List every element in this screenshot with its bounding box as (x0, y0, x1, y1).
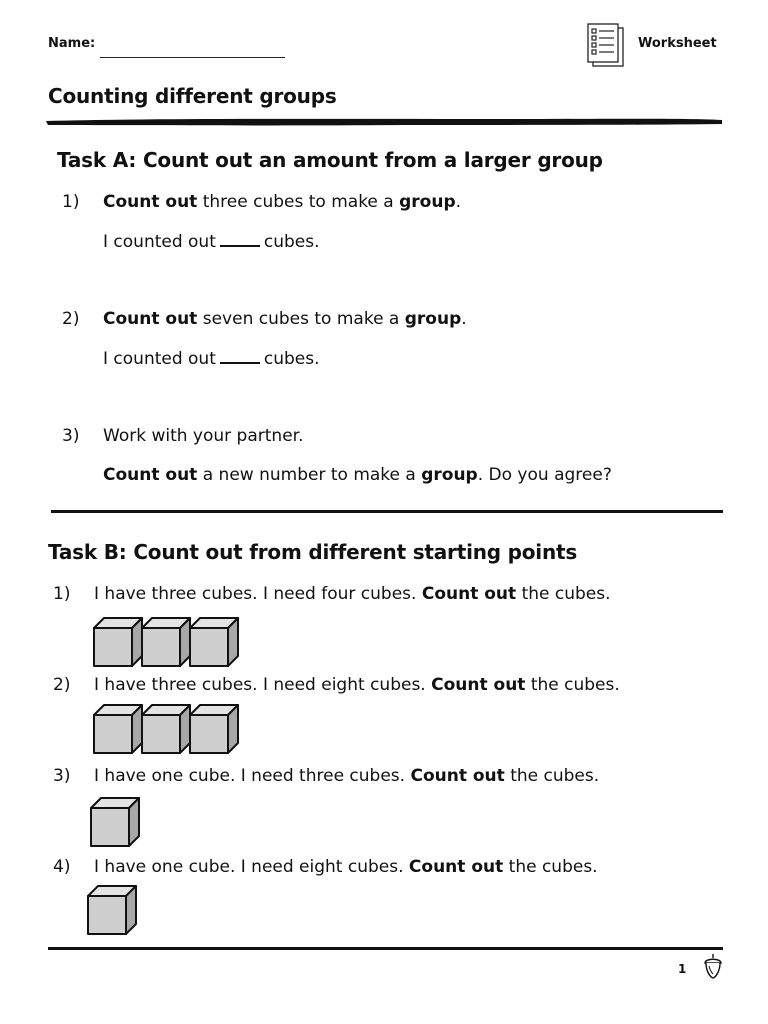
task-b-item-1-prompt (94, 584, 611, 604)
task-a-title: Task A: Count out an amount from a larger group (57, 148, 603, 172)
answer-prefix: I counted out (103, 232, 216, 252)
cube (88, 886, 136, 934)
prompt-text: I have three cubes. I need four cubes. (94, 584, 422, 604)
task-b-item-2-prompt (94, 675, 620, 695)
prompt-text: the cubes. (504, 766, 600, 786)
prompt-text: the cubes. (516, 584, 611, 604)
answer-suffix: cubes. (263, 232, 320, 252)
task-a-item-2-answer (103, 348, 320, 369)
prompt-text: three cubes to make a (197, 192, 400, 212)
task-b-item-3-prompt (94, 766, 599, 786)
task-b-item-1-cubes (92, 616, 252, 670)
cube (94, 705, 142, 753)
task-a-item-1-answer (103, 231, 320, 252)
cube (91, 798, 139, 846)
cube (94, 618, 142, 666)
task-b-title: Task B: Count out from different starting points (48, 540, 578, 564)
keyword: group (404, 309, 462, 329)
worksheet-icon (585, 22, 629, 68)
prompt-text: the cubes. (503, 857, 598, 877)
acorn-icon (701, 951, 725, 981)
task-b-item-3-number: 3) (53, 766, 71, 786)
page-number: 1 (678, 962, 687, 976)
prompt-text: seven cubes to make a (197, 309, 405, 329)
keyword: Count out (103, 309, 198, 329)
prompt-text: . (461, 309, 467, 329)
name-field-line[interactable] (100, 57, 285, 58)
task-b-item-1-number: 1) (53, 584, 71, 604)
prompt-text: . Do you agree? (477, 465, 612, 485)
prompt-text: I have one cube. I need eight cubes. (94, 857, 409, 877)
keyword: Count out (103, 192, 198, 212)
prompt-text: . (455, 192, 462, 212)
page-title: Counting different groups (48, 84, 337, 108)
prompt-text: I have three cubes. I need eight cubes. (94, 675, 432, 695)
task-b-item-4-number: 4) (53, 857, 71, 877)
prompt-text: a new number to make a (197, 465, 422, 485)
keyword: Count out (103, 465, 198, 485)
prompt-text: the cubes. (525, 675, 620, 695)
keyword: group (421, 465, 478, 485)
task-b-item-4-cubes (86, 884, 146, 938)
worksheet-badge-label: Worksheet (638, 36, 717, 51)
section-divider (51, 510, 723, 513)
brush-divider (44, 116, 724, 128)
answer-suffix: cubes. (263, 349, 320, 369)
task-a-item-3-line-1: Work with your partner. (103, 426, 304, 446)
keyword: Count out (410, 766, 505, 786)
task-b-item-4-prompt (94, 857, 598, 877)
cube (190, 618, 238, 666)
keyword: Count out (421, 584, 517, 604)
cube (190, 705, 238, 753)
task-a-item-2-number: 2) (62, 309, 80, 329)
name-label: Name: (48, 36, 96, 51)
prompt-text: I have one cube. I need three cubes. (94, 766, 411, 786)
task-a-item-1-prompt (103, 192, 461, 212)
task-a-item-1-number: 1) (62, 192, 80, 212)
answer-blank[interactable] (220, 231, 260, 247)
cube (142, 618, 190, 666)
task-a-item-3-number: 3) (62, 426, 80, 446)
cube (142, 705, 190, 753)
answer-blank[interactable] (220, 348, 260, 364)
keyword: Count out (431, 675, 526, 695)
answer-prefix: I counted out (103, 349, 216, 369)
task-a-item-3-line-2 (103, 465, 612, 485)
task-b-item-2-number: 2) (53, 675, 71, 695)
task-a-item-2-prompt (103, 309, 467, 329)
keyword: group (399, 192, 456, 212)
task-b-item-2-cubes (92, 703, 252, 757)
task-b-item-3-cubes (89, 796, 149, 850)
keyword: Count out (408, 857, 504, 877)
footer-divider (48, 947, 723, 950)
